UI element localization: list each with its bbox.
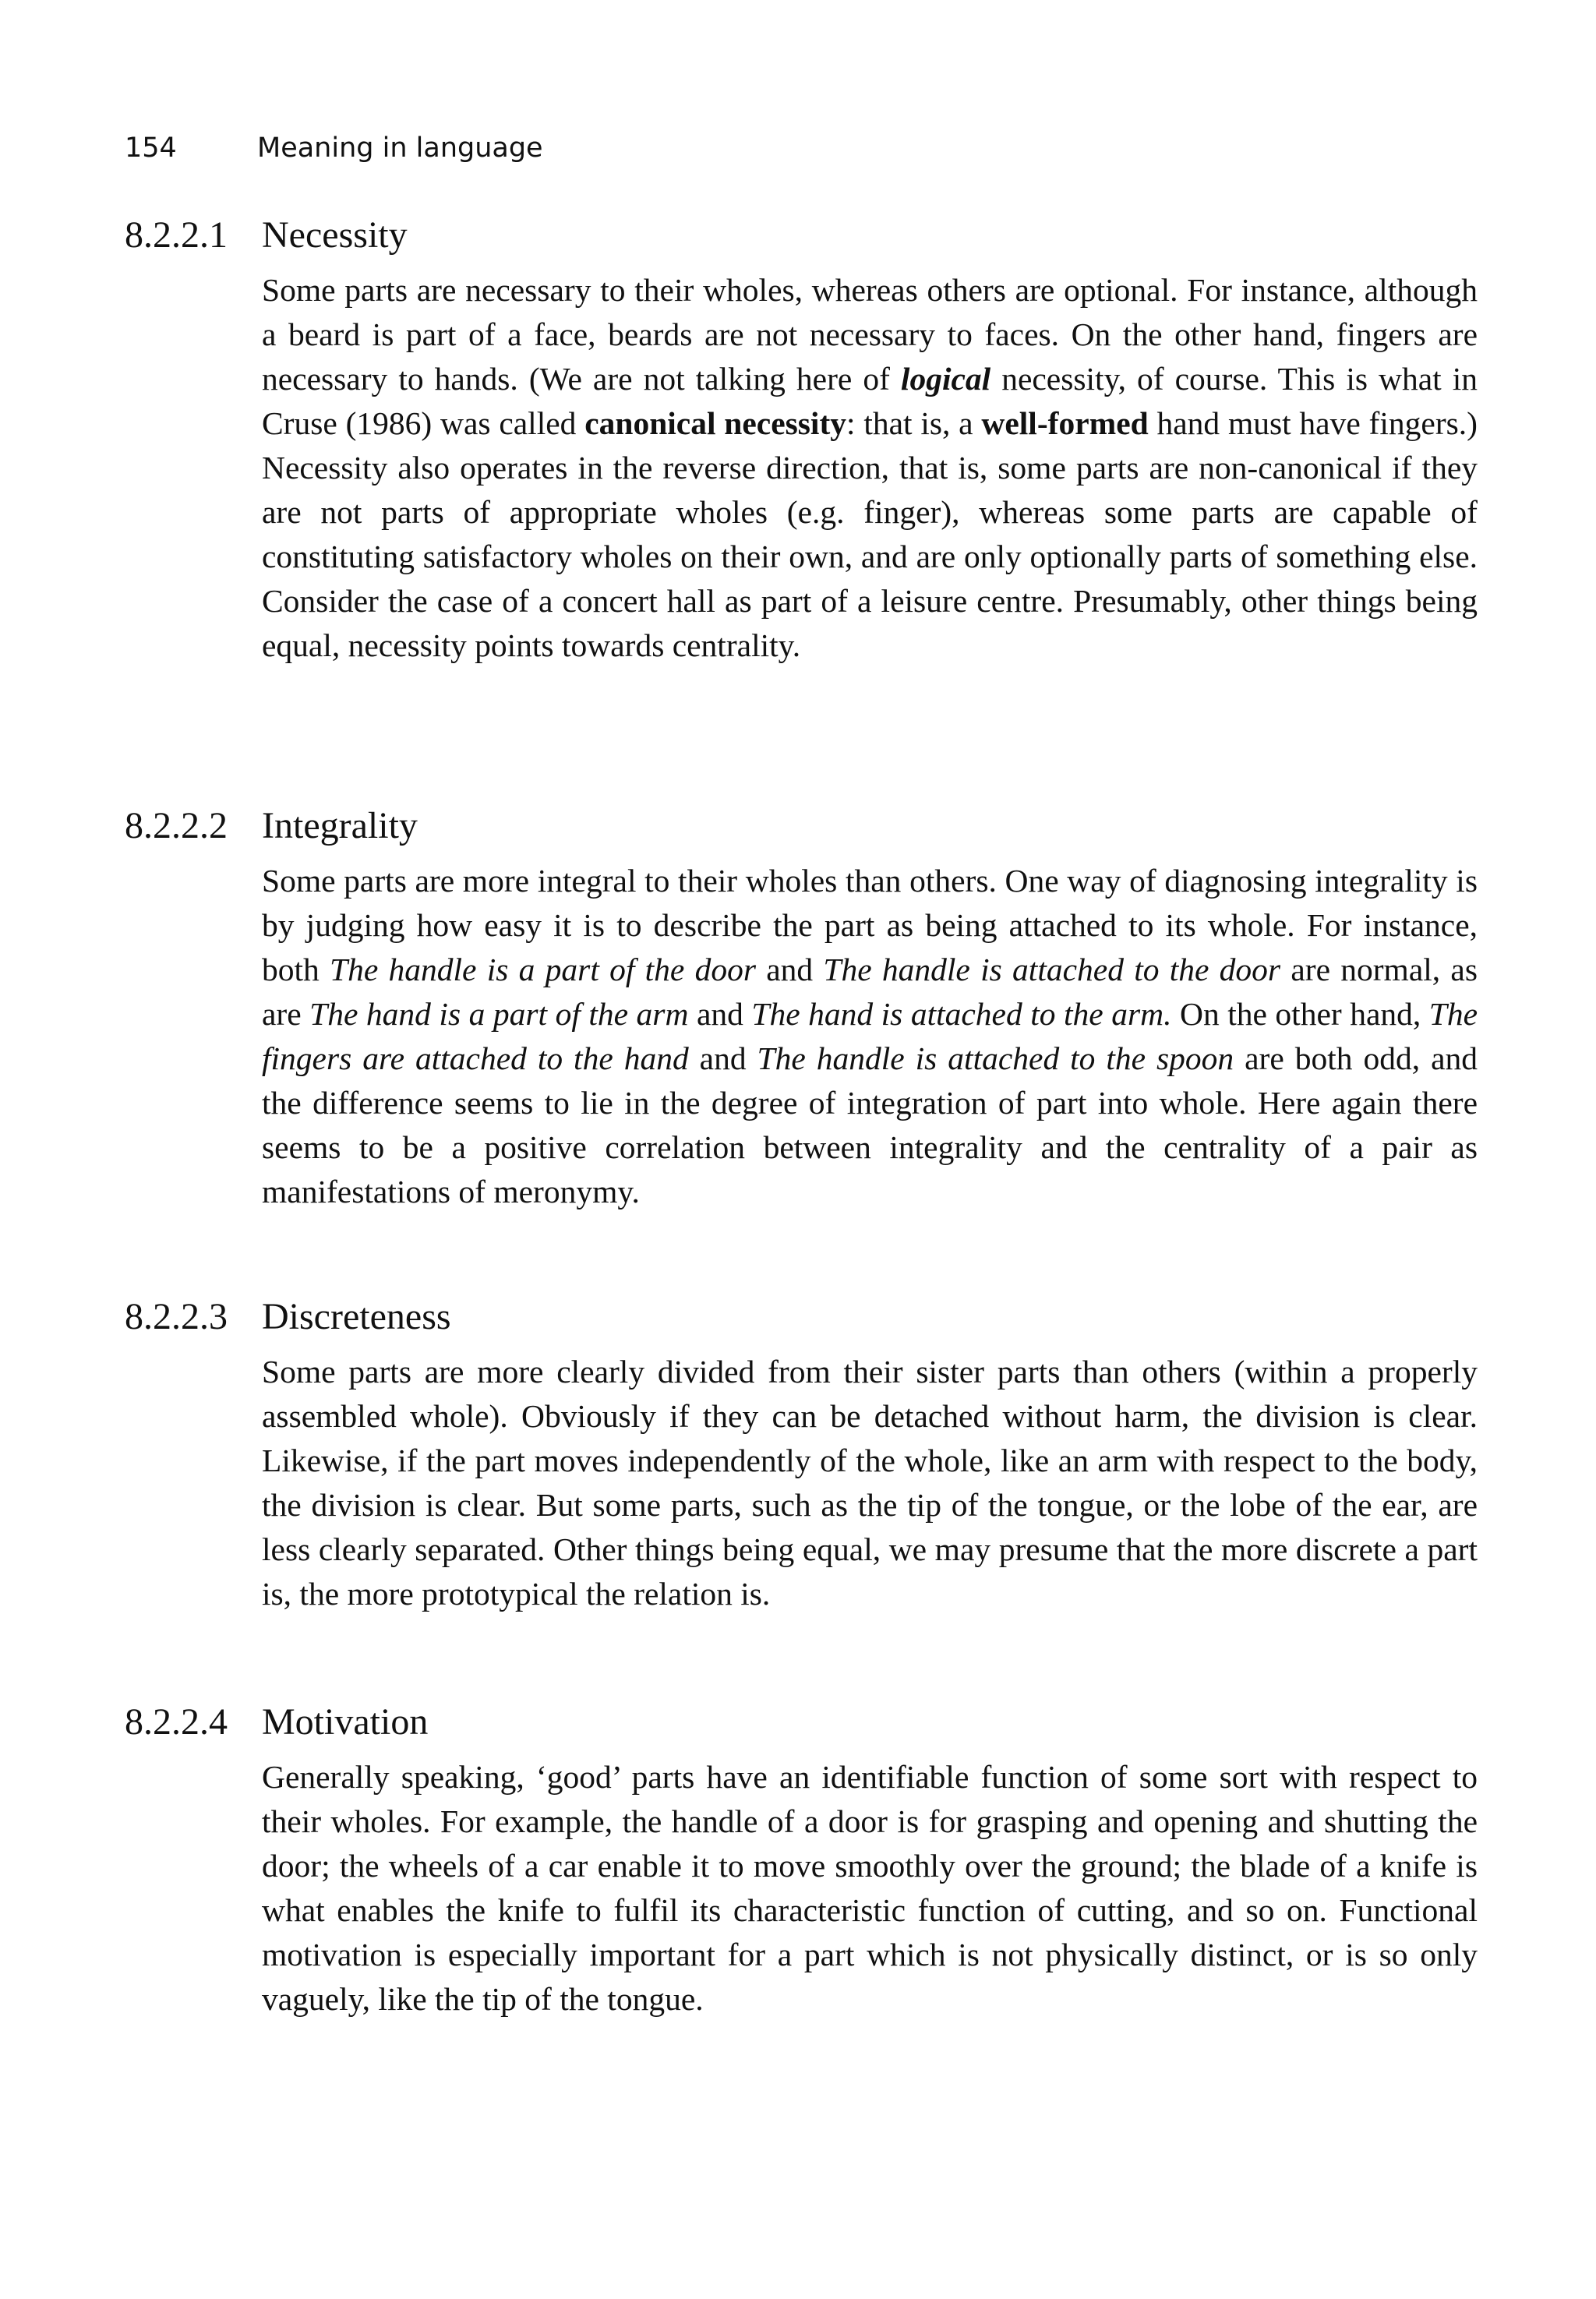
emphasis-text: The handle is attached to the door [823, 952, 1281, 987]
body-text: Generally speaking, ‘good’ parts have an identifiable function of some sort with respect to their wholes. For example, the handle of a door is for grasping and opening and shutting the door; the wheels of a car enable it to move smoothly over the ground; the blade of a knife is what enables the knife to fulfil its characteristic function of cutting, and so on. Functional motivation is especially important for a part which is not physically distinct, or is so only vaguely, like the tip of the tongue. [262, 1759, 1478, 2017]
section-number: 8.2.2.2 [125, 805, 228, 846]
body-text: hand must have fingers.) Necessity also operates in the reverse direction, that is, some parts are non-canonical if they are not parts of appropriate wholes (e.g. finger), whereas some parts are capable of constituting satisfactory wholes on their own, and are only optionally parts of something else. Consider the case of a concert hall as part of a leisure centre. Presumably, other things being equal, necessity points towards centrality. [262, 405, 1478, 663]
emphasis-text: The hand is attached to the arm. [751, 996, 1172, 1032]
body-text: are both odd, and the difference seems to lie in the degree of integration of part into whole. Here again there seems to be a positive correlation between integrality and the centrality of a pair as manifestations of meronymy. [262, 1040, 1478, 1210]
section-title: Discreteness [262, 1296, 451, 1337]
section-heading [125, 803, 1481, 849]
paragraph [262, 268, 1478, 668]
body-text: : that is, a [846, 405, 982, 441]
emphasis-text: The fingers are attached to the hand [262, 996, 1478, 1076]
body-text: and [688, 996, 752, 1032]
section-heading [125, 1294, 1481, 1340]
section-number: 8.2.2.3 [125, 1296, 228, 1337]
section-title: Motivation [262, 1701, 429, 1743]
paragraph [262, 1755, 1478, 2022]
body-text: and [688, 1040, 757, 1076]
section-body [262, 1755, 1478, 2022]
emphasis-text: logical [900, 361, 991, 397]
body-text: Some parts are necessary to their wholes, whereas others are optional. For instance, although a beard is part of a face, beards are not necessary to faces. On the other hand, fingers are necessary to hands. (We are not talking here of [262, 272, 1478, 397]
running-head-title: Meaning in language [257, 132, 543, 164]
running-head [125, 131, 543, 165]
section-number: 8.2.2.4 [125, 1701, 228, 1743]
emphasis-text: well-formed [981, 405, 1149, 441]
paragraph [262, 1350, 1478, 1616]
body-text: are normal, as are [262, 952, 1478, 1032]
section-body [262, 268, 1478, 668]
section-number: 8.2.2.1 [125, 214, 228, 256]
section-body [262, 1350, 1478, 1616]
section-discreteness [125, 1294, 1481, 1616]
section-heading [125, 212, 1481, 259]
section-body [262, 859, 1478, 1214]
section-necessity [125, 212, 1481, 668]
section-integrality [125, 803, 1481, 1214]
page-number: 154 [125, 132, 177, 164]
body-text: Some parts are more integral to their wholes than others. One way of diagnosing integrality is by judging how easy it is to describe the part as being attached to its whole. For instance, both [262, 863, 1478, 987]
emphasis-text: The handle is a part of the door [330, 952, 756, 987]
section-motivation [125, 1699, 1481, 2022]
body-text: On the other hand, [1171, 996, 1429, 1032]
section-title: Necessity [262, 214, 408, 256]
emphasis-text: The handle is attached to the spoon [757, 1040, 1234, 1076]
body-text: necessity, of course. This is what in Cruse (1986) was called [262, 361, 1478, 441]
emphasis-text: The hand is a part of the arm [309, 996, 689, 1032]
section-heading [125, 1699, 1481, 1746]
paragraph [262, 859, 1478, 1214]
section-title: Integrality [262, 805, 418, 846]
body-text: Some parts are more clearly divided from their sister parts than others (within a properly assembled whole). Obviously if they can be detached without harm, the division is clear. Likewise, if the part moves independently of the whole, like an arm with respect to the body, the division is clear. But some parts, such as the tip of the tongue, or the lobe of the ear, are less clearly separated. Other things being equal, we may presume that the more discrete a part is, the more prototypical the relation is. [262, 1354, 1478, 1612]
emphasis-text: canonical necessity [584, 405, 847, 441]
body-text: and [755, 952, 824, 987]
